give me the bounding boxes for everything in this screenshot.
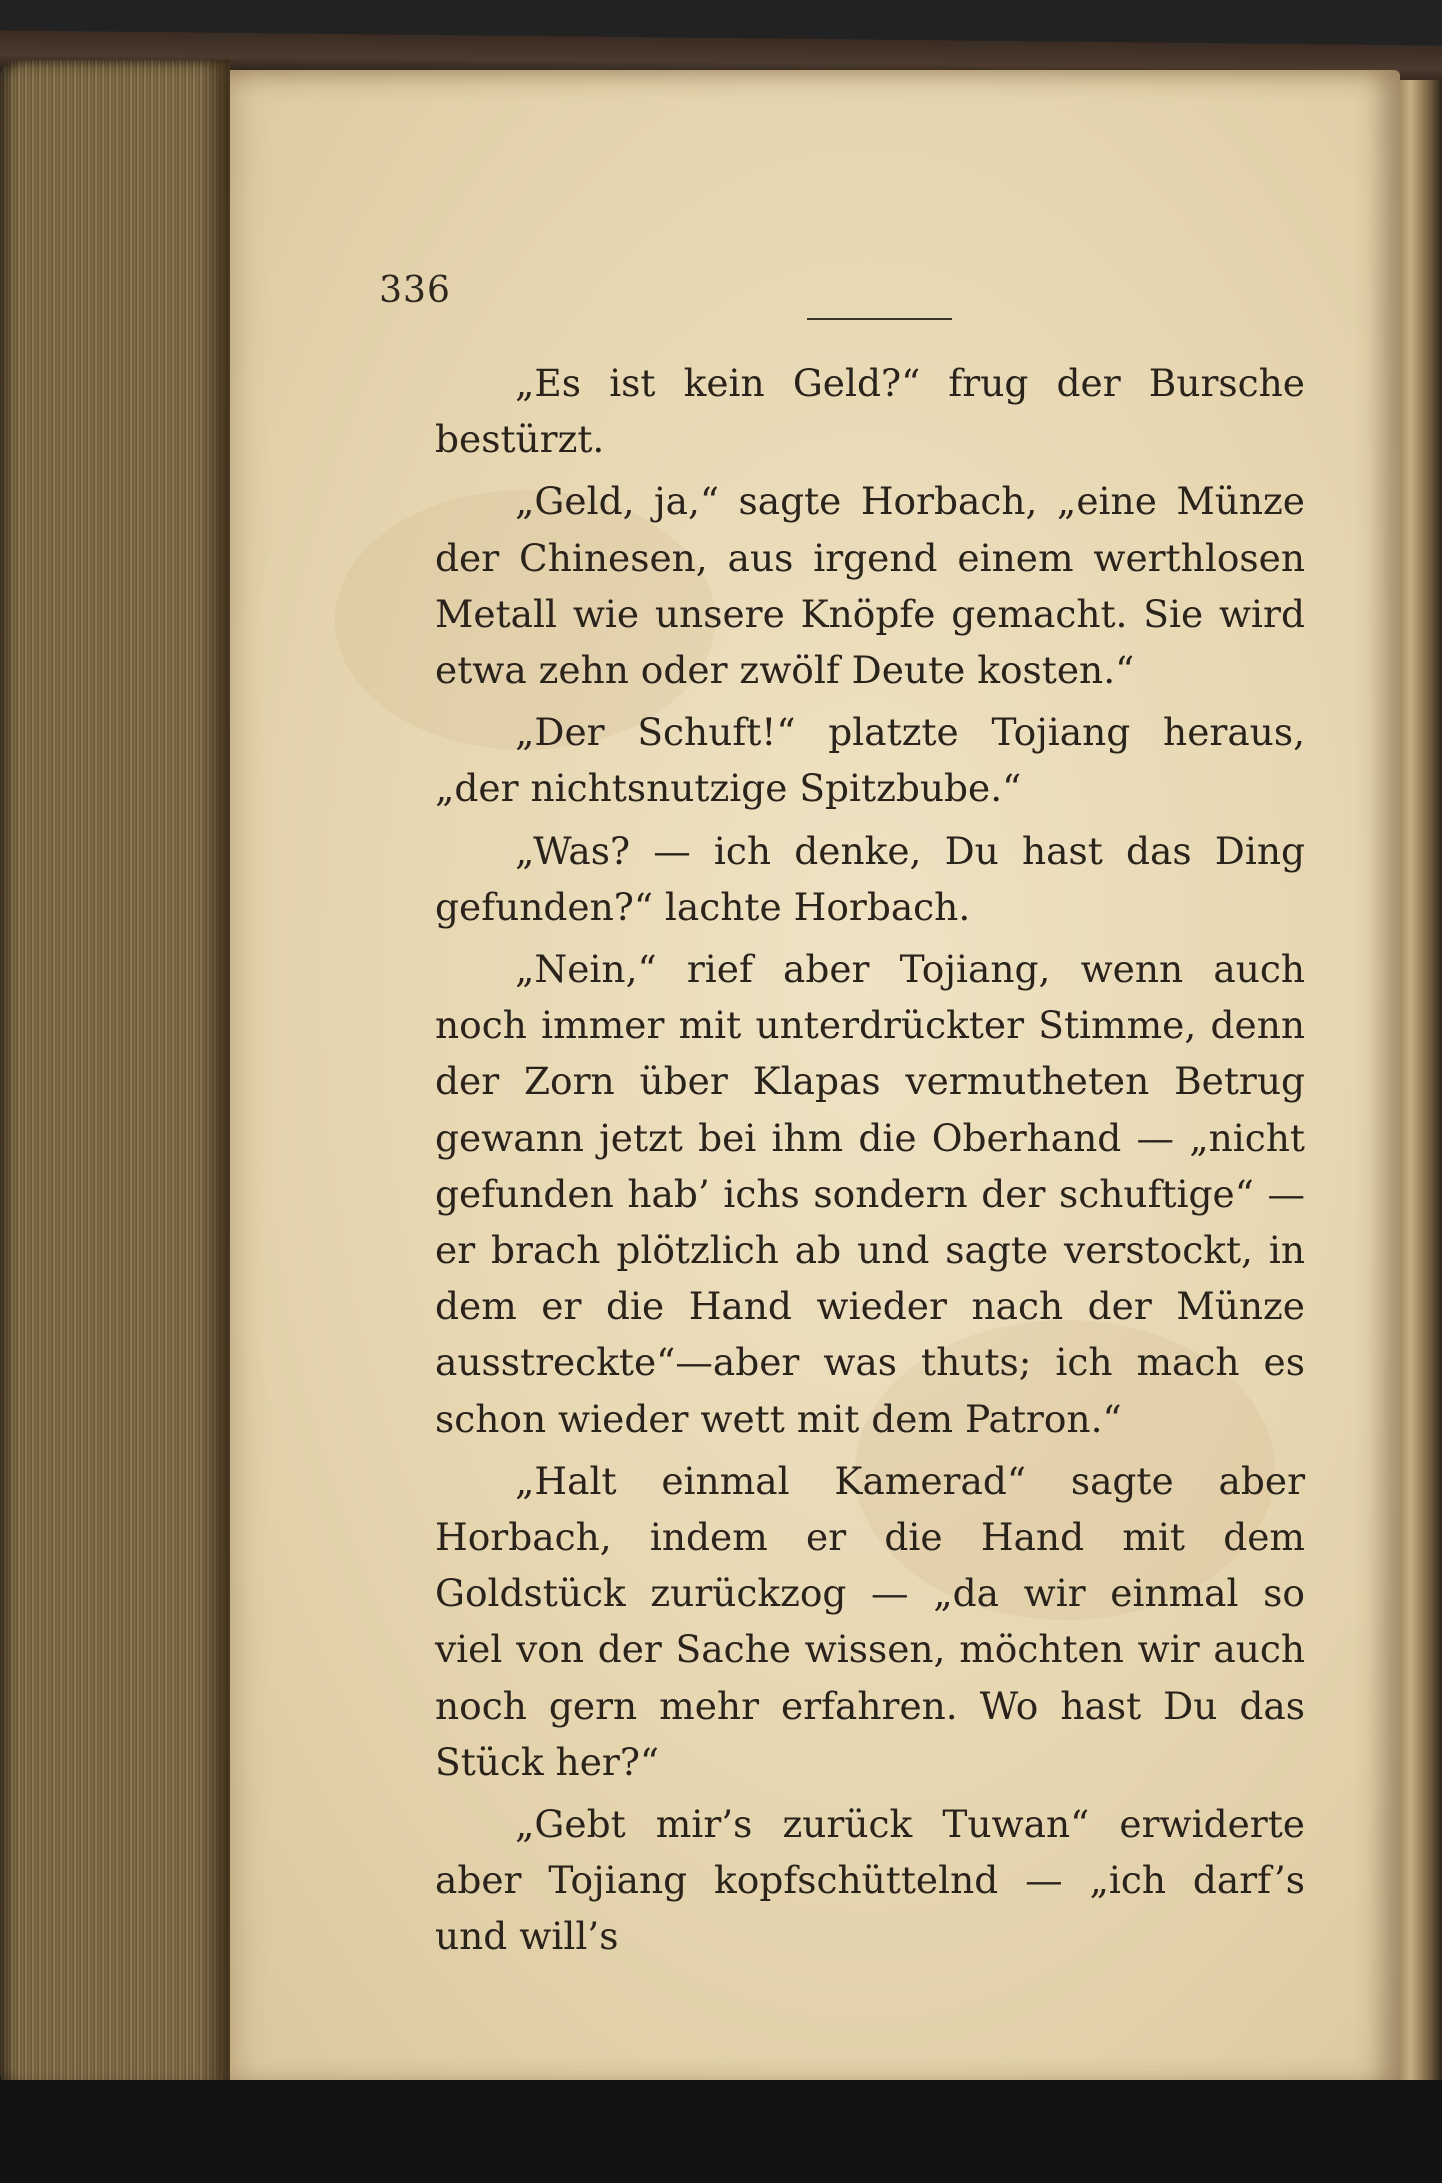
paragraph: „Halt einmal Kamerad“ sagte aber Horbach, indem er die Hand mit dem Goldstück zurückzog — „da wir einmal so viel von der Sache wissen, möchten wir auch noch gern mehr erfahren. Wo hast Du das Stück her?“ [435, 1458, 1305, 1784]
page-block-edges [0, 60, 230, 2090]
paragraph: „Der Schuft!“ platzte Tojiang heraus, „der nichtsnutzige Spitzbube.“ [435, 710, 1305, 811]
paragraph: „Gebt mir’s zurück Tuwan“ erwiderte aber Tojiang kopfschüttelnd — „ich darf’s und will’s [435, 1802, 1305, 1959]
page-number-rule [807, 318, 952, 320]
paragraph: „Geld, ja,“ sagte Horbach, „eine Münze der Chinesen, aus irgend einem werthlosen Metall wie unsere Knöpfe gemacht. Sie wird etwa zehn oder zwölf Deute kosten.“ [435, 479, 1305, 693]
paragraph: „Nein,“ rief aber Tojiang, wenn auch noch immer mit unterdrückter Stimme, denn der Zorn über Klapas vermutheten Betrug gewann jetzt bei ihm die Oberhand — „nicht gefunden hab’ ichs sondern der schuftige“ — er brach plötzlich ab und sagte verstockt, in dem er die Hand wieder nach der Münze ausstreckte“—aber was thuts; ich mach es schon wieder wett mit dem Patron.“ [435, 947, 1305, 1441]
paragraph: „Was? — ich denke, Du hast das Ding gefunden?“ lachte Horbach. [435, 828, 1305, 929]
body-text [435, 355, 1305, 1971]
page-number: 336 [379, 270, 451, 311]
background-shadow [0, 2080, 1442, 2183]
paragraph: „Es ist kein Geld?“ frug der Bursche bestürzt. [435, 361, 1305, 462]
